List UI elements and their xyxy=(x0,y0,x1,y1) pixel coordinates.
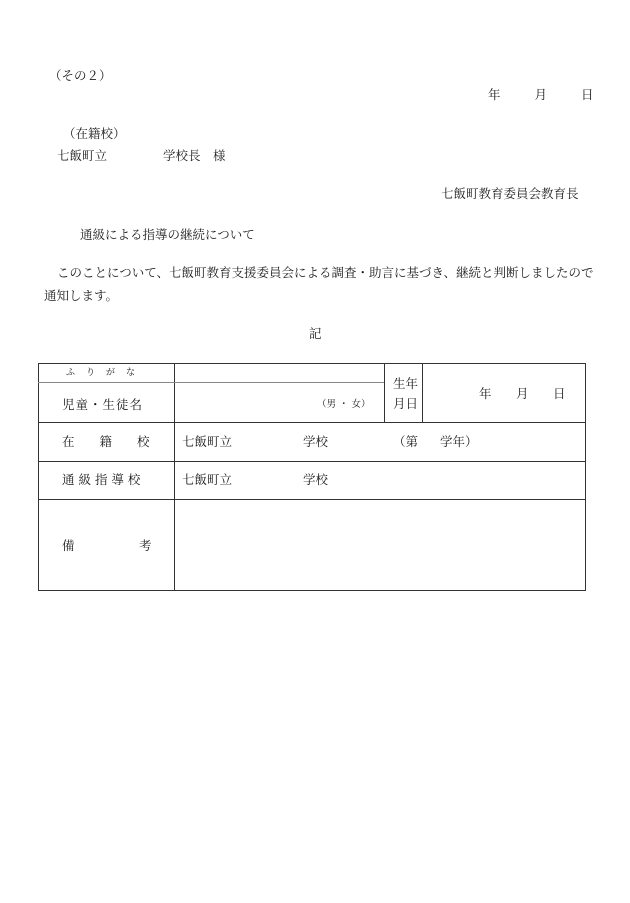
table-border-bottom xyxy=(38,590,586,591)
row-divider-2 xyxy=(38,461,586,462)
addressee-principal: 学校長 様 xyxy=(162,148,226,163)
birth-label-1: 生年 xyxy=(393,376,419,391)
issue-date xyxy=(488,89,593,102)
tsukyu-school-label: 通 級 指 導 校 xyxy=(62,472,141,487)
remarks-label-2: 考 xyxy=(139,538,152,553)
birth-day: 日 xyxy=(553,386,566,401)
table-border-right xyxy=(585,363,586,591)
tsukyu-town: 七飯町立 xyxy=(182,472,233,487)
name-label: 児童・生徒名 xyxy=(62,397,144,412)
form-number: （その２） xyxy=(49,68,112,83)
ki-heading: 記 xyxy=(309,326,322,341)
addressee xyxy=(57,150,226,163)
table-border-left xyxy=(38,363,39,591)
issue-date-day: 日 xyxy=(580,87,594,102)
furigana-label: ふ り が な xyxy=(66,368,137,378)
student-info-table xyxy=(38,363,586,591)
tsukyu-school-suffix: 学校 xyxy=(303,472,329,487)
gender-choice: （男 ・ 女） xyxy=(317,399,371,410)
furigana-divider xyxy=(38,382,384,383)
table-border-top xyxy=(38,363,586,364)
school-label: （在籍校） xyxy=(63,126,126,141)
remarks-field[interactable] xyxy=(175,500,585,590)
row-divider-1 xyxy=(38,422,586,423)
subject-title: 通級による指導の継続について xyxy=(80,227,255,242)
enrolled-school-suffix: 学校 xyxy=(303,434,329,449)
addressee-town: 七飯町立 xyxy=(57,148,108,163)
enrolled-town: 七飯町立 xyxy=(182,434,233,449)
grade-close: 学年） xyxy=(440,434,478,449)
birth-label-2: 月日 xyxy=(393,396,419,411)
body-line-2: 通知します。 xyxy=(44,288,119,303)
sender: 七飯町教育委員会教育長 xyxy=(441,186,579,201)
birth-label-divider xyxy=(384,363,385,423)
grade-open: （第 xyxy=(393,434,419,449)
birth-month: 月 xyxy=(516,386,529,401)
birth-value-divider xyxy=(422,363,423,423)
issue-date-year: 年 xyxy=(488,87,501,102)
birth-year: 年 xyxy=(479,386,492,401)
remarks-label-1: 備 xyxy=(62,538,75,553)
body-line-1: このことについて、七飯町教育支援委員会による調査・助言に基づき、継続と判断しましたので xyxy=(57,265,594,280)
enrolled-school-label: 在 籍 校 xyxy=(62,434,150,449)
issue-date-month: 月 xyxy=(534,87,547,102)
